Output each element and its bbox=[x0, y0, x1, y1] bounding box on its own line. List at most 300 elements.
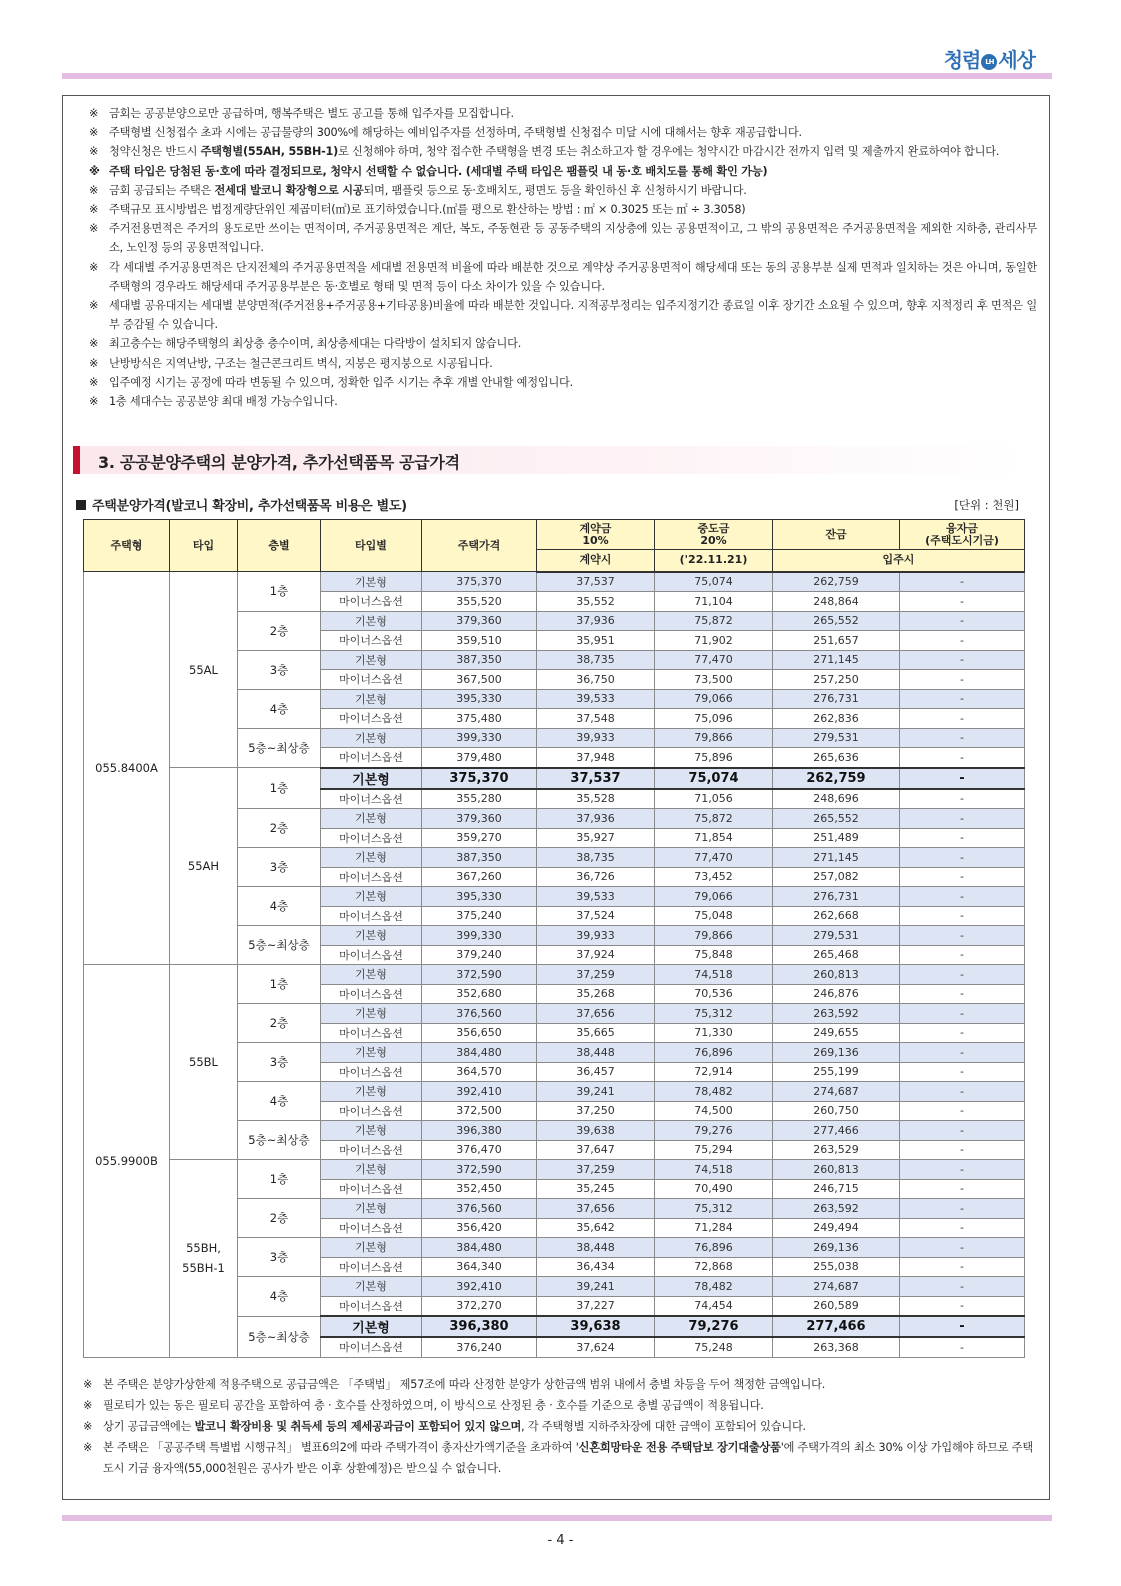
loan-cell: - bbox=[900, 1101, 1025, 1121]
balance-cell: 249,655 bbox=[773, 1023, 900, 1043]
contract-cell: 35,552 bbox=[537, 592, 655, 612]
price-cell: 375,370 bbox=[422, 768, 537, 789]
loan-cell: - bbox=[900, 848, 1025, 868]
contract-cell: 37,656 bbox=[537, 1004, 655, 1024]
contract-cell: 35,245 bbox=[537, 1179, 655, 1199]
balance-cell: 277,466 bbox=[773, 1316, 900, 1337]
floor-cell: 1층 bbox=[238, 1160, 321, 1199]
middle-cell: 75,312 bbox=[655, 1199, 773, 1219]
price-cell: 356,420 bbox=[422, 1218, 537, 1238]
middle-cell: 76,896 bbox=[655, 1043, 773, 1063]
balance-cell: 248,864 bbox=[773, 592, 900, 612]
middle-cell: 75,848 bbox=[655, 945, 773, 965]
top-notes-list bbox=[87, 104, 1037, 411]
floor-cell: 2층 bbox=[238, 1004, 321, 1043]
middle-cell: 73,452 bbox=[655, 867, 773, 887]
loan-cell: - bbox=[900, 1062, 1025, 1082]
type-detail-cell: 마이너스옵션 bbox=[321, 867, 422, 887]
price-cell: 395,330 bbox=[422, 887, 537, 907]
loan-cell: - bbox=[900, 1082, 1025, 1102]
loan-cell: - bbox=[900, 572, 1025, 592]
top-note-item bbox=[87, 200, 1037, 219]
type-detail-cell: 마이너스옵션 bbox=[321, 1101, 422, 1121]
contract-cell: 36,750 bbox=[537, 670, 655, 690]
floor-cell: 3층 bbox=[238, 1238, 321, 1277]
bottom-note-text: 상기 공급금액에는 bbox=[103, 1420, 195, 1433]
top-divider bbox=[62, 73, 1052, 79]
floor-cell: 4층 bbox=[238, 1082, 321, 1121]
table-row bbox=[84, 1160, 1025, 1180]
price-cell: 352,680 bbox=[422, 984, 537, 1004]
loan-cell: - bbox=[900, 945, 1025, 965]
middle-cell: 75,248 bbox=[655, 1337, 773, 1357]
house-type-cell: 055.8400A bbox=[84, 572, 170, 965]
contract-cell: 38,448 bbox=[537, 1043, 655, 1063]
contract-cell: 39,533 bbox=[537, 887, 655, 907]
floor-cell: 5층~최상층 bbox=[238, 728, 321, 768]
contract-cell: 39,638 bbox=[537, 1121, 655, 1141]
top-note-item bbox=[87, 296, 1037, 334]
loan-cell: - bbox=[900, 1121, 1025, 1141]
middle-cell: 75,074 bbox=[655, 768, 773, 789]
price-cell: 352,450 bbox=[422, 1179, 537, 1199]
price-cell: 376,560 bbox=[422, 1199, 537, 1219]
contract-cell: 37,537 bbox=[537, 572, 655, 592]
top-note-item bbox=[87, 123, 1037, 142]
balance-cell: 263,529 bbox=[773, 1140, 900, 1160]
type-detail-cell: 기본형 bbox=[321, 809, 422, 829]
header-type: 타입 bbox=[170, 520, 238, 572]
type-detail-cell: 마이너스옵션 bbox=[321, 1296, 422, 1316]
balance-cell: 262,668 bbox=[773, 906, 900, 926]
loan-cell: - bbox=[900, 1140, 1025, 1160]
contract-cell: 39,933 bbox=[537, 728, 655, 748]
balance-cell: 251,657 bbox=[773, 631, 900, 651]
contract-cell: 37,647 bbox=[537, 1140, 655, 1160]
type-detail-cell: 기본형 bbox=[321, 1238, 422, 1258]
balance-cell: 269,136 bbox=[773, 1238, 900, 1258]
balance-cell: 262,836 bbox=[773, 709, 900, 729]
top-note-text: 금회는 공공분양으로만 공급하며, 행복주택은 별도 공고를 통해 입주자를 모집합니다. bbox=[109, 107, 514, 120]
type-detail-cell: 기본형 bbox=[321, 926, 422, 946]
loan-cell: - bbox=[900, 1218, 1025, 1238]
table-row bbox=[84, 572, 1025, 592]
header-middle-when: ('22.11.21) bbox=[655, 550, 773, 572]
bottom-note-text: , 각 주택형별 지하주차장에 대한 금액이 포함되어 있습니다. bbox=[521, 1420, 806, 1433]
content-frame bbox=[62, 95, 1050, 1500]
loan-cell: - bbox=[900, 809, 1025, 829]
floor-cell: 3층 bbox=[238, 848, 321, 887]
loan-cell: - bbox=[900, 709, 1025, 729]
price-cell: 364,340 bbox=[422, 1257, 537, 1277]
floor-cell: 1층 bbox=[238, 572, 321, 612]
top-note-text: 1층 세대수는 공공분양 최대 배정 가능수입니다. bbox=[109, 395, 338, 409]
price-cell: 392,410 bbox=[422, 1277, 537, 1297]
bottom-note-emphasis: 발코니 확장비용 및 취득세 등의 제세공과금이 포함되어 있지 않으며 bbox=[194, 1420, 522, 1433]
loan-cell: - bbox=[900, 728, 1025, 748]
contract-cell: 38,735 bbox=[537, 848, 655, 868]
middle-cell: 79,866 bbox=[655, 728, 773, 748]
top-note-emphasis: 전세대 발코니 확장형으로 시공 bbox=[214, 183, 364, 197]
logo-text-b: 세상 bbox=[998, 48, 1035, 72]
middle-cell: 75,312 bbox=[655, 1004, 773, 1024]
type-detail-cell: 기본형 bbox=[321, 572, 422, 592]
balance-cell: 265,636 bbox=[773, 748, 900, 768]
contract-cell: 37,948 bbox=[537, 748, 655, 768]
price-cell: 379,360 bbox=[422, 809, 537, 829]
loan-cell: - bbox=[900, 867, 1025, 887]
floor-cell: 5층~최상층 bbox=[238, 1316, 321, 1357]
contract-cell: 38,448 bbox=[537, 1238, 655, 1258]
top-note-text: 세대별 공유대지는 세대별 분양면적(주거전용+주거공용+기타공용)비율에 따라 배분한 것입니다. 지적공부정리는 입주지정기간 종료일 이후 장기간 소요될 수 있으며, 향후 지적정리 후 면적은 일부 증감될 수 있습니다. bbox=[109, 299, 1037, 332]
price-cell: 376,560 bbox=[422, 1004, 537, 1024]
type-detail-cell: 기본형 bbox=[321, 768, 422, 789]
floor-cell: 1층 bbox=[238, 768, 321, 809]
middle-cell: 77,470 bbox=[655, 848, 773, 868]
contract-cell: 37,537 bbox=[537, 768, 655, 789]
top-note-item bbox=[87, 354, 1037, 373]
balance-cell: 279,531 bbox=[773, 728, 900, 748]
section-title-text: 3. 공공분양주택의 분양가격, 추가선택품목 공급가격 bbox=[98, 453, 460, 472]
price-table-body bbox=[84, 572, 1025, 1358]
middle-cell: 74,518 bbox=[655, 1160, 773, 1180]
loan-cell: - bbox=[900, 965, 1025, 985]
type-detail-cell: 기본형 bbox=[321, 1277, 422, 1297]
header-move-in: 입주시 bbox=[773, 550, 1025, 572]
balance-cell: 255,038 bbox=[773, 1257, 900, 1277]
type-detail-cell: 마이너스옵션 bbox=[321, 945, 422, 965]
balance-cell: 274,687 bbox=[773, 1277, 900, 1297]
type-detail-cell: 마이너스옵션 bbox=[321, 631, 422, 651]
loan-cell: - bbox=[900, 650, 1025, 670]
contract-cell: 38,735 bbox=[537, 650, 655, 670]
loan-cell: - bbox=[900, 670, 1025, 690]
balance-cell: 262,759 bbox=[773, 768, 900, 789]
top-note-item bbox=[87, 219, 1037, 257]
header-contract-pct: 10% bbox=[582, 533, 609, 547]
contract-cell: 37,524 bbox=[537, 906, 655, 926]
type-detail-cell: 기본형 bbox=[321, 650, 422, 670]
balance-cell: 255,199 bbox=[773, 1062, 900, 1082]
middle-cell: 78,482 bbox=[655, 1082, 773, 1102]
middle-cell: 71,902 bbox=[655, 631, 773, 651]
top-note-text: 각 세대별 주거공용면적은 단지전체의 주거공용면적을 세대별 전용면적 비율에 따라 배분한 것으로 계약상 주거공용면적이 해당세대 또는 동의 공용부분 실제 면적과 일치하는 것은 아니며, 동일한 주택형의 경우라도 해당세대 주거공용부분은 동·호별로 형태 및 면적 등이 다소 차이가 있을 수 있습니다. bbox=[109, 260, 1037, 293]
price-cell: 367,500 bbox=[422, 670, 537, 690]
top-note-emphasis: 주택형별(55AH, 55BH-1) bbox=[200, 145, 339, 159]
balance-cell: 257,250 bbox=[773, 670, 900, 690]
price-cell: 372,590 bbox=[422, 965, 537, 985]
balance-cell: 276,731 bbox=[773, 689, 900, 709]
header-loan bbox=[900, 520, 1025, 550]
type-detail-cell: 마이너스옵션 bbox=[321, 1140, 422, 1160]
middle-cell: 75,048 bbox=[655, 906, 773, 926]
loan-cell: - bbox=[900, 1179, 1025, 1199]
balance-cell: 274,687 bbox=[773, 1082, 900, 1102]
bottom-note-item bbox=[83, 1416, 1033, 1437]
contract-cell: 39,638 bbox=[537, 1316, 655, 1337]
middle-cell: 77,470 bbox=[655, 650, 773, 670]
bottom-note-text: 본 주택은 「공공주택 특별법 시행규칙」 별표6의2에 따라 주택가격이 총자산가액기준을 초과하여 ' bbox=[103, 1441, 579, 1454]
contract-cell: 36,434 bbox=[537, 1257, 655, 1277]
price-cell: 379,360 bbox=[422, 611, 537, 631]
price-cell: 376,240 bbox=[422, 1337, 537, 1357]
section-title bbox=[73, 446, 1028, 474]
balance-cell: 263,368 bbox=[773, 1337, 900, 1357]
loan-cell: - bbox=[900, 1316, 1025, 1337]
price-cell: 372,270 bbox=[422, 1296, 537, 1316]
type-detail-cell: 기본형 bbox=[321, 689, 422, 709]
top-note-text: 되며, 팸플릿 등으로 동·호배치도, 평면도 등을 확인하신 후 신청하시기 바랍니다. bbox=[363, 183, 747, 197]
header-middle bbox=[655, 520, 773, 550]
type-detail-cell: 기본형 bbox=[321, 728, 422, 748]
price-cell: 375,480 bbox=[422, 709, 537, 729]
type-detail-cell: 마이너스옵션 bbox=[321, 789, 422, 809]
floor-cell: 4층 bbox=[238, 887, 321, 926]
balance-cell: 257,082 bbox=[773, 867, 900, 887]
price-cell: 379,480 bbox=[422, 748, 537, 768]
balance-cell: 265,552 bbox=[773, 611, 900, 631]
bottom-note-emphasis: 신혼희망타운 전용 주택담보 장기대출상품 bbox=[578, 1441, 781, 1454]
price-cell: 399,330 bbox=[422, 728, 537, 748]
balance-cell: 263,592 bbox=[773, 1004, 900, 1024]
loan-cell: - bbox=[900, 1257, 1025, 1277]
loan-cell: - bbox=[900, 887, 1025, 907]
contract-cell: 37,656 bbox=[537, 1199, 655, 1219]
table-row bbox=[84, 965, 1025, 985]
logo-text-a: 청렴 bbox=[943, 48, 981, 72]
header-loan-sub: (주택도시기금) bbox=[925, 533, 999, 547]
top-note-text: 최고층수는 해당주택형의 최상층 층수이며, 최상층세대는 다락방이 설치되지 않습니다. bbox=[109, 337, 522, 351]
table-title bbox=[76, 495, 407, 514]
bottom-note-text: '에 주택가격의 최소 30% 이상 가입해야 하므로 주택도시 기금 융자액(55,000천원은 공사가 받은 이후 상환예정)은 받으실 수 없습니다. bbox=[103, 1441, 1034, 1475]
loan-cell: - bbox=[900, 689, 1025, 709]
middle-cell: 71,104 bbox=[655, 592, 773, 612]
contract-cell: 37,250 bbox=[537, 1101, 655, 1121]
price-cell: 375,370 bbox=[422, 572, 537, 592]
type-detail-cell: 마이너스옵션 bbox=[321, 709, 422, 729]
price-cell: 395,330 bbox=[422, 689, 537, 709]
loan-cell: - bbox=[900, 768, 1025, 789]
top-note-text: 주택 타입은 당첨된 동·호에 따라 결정되므로, 청약시 선택할 수 없습니다. (세대별 주택 타입은 팸플릿 내 동·호 배치도를 통해 확인 가능) bbox=[109, 164, 768, 178]
price-cell: 372,500 bbox=[422, 1101, 537, 1121]
balance-cell: 279,531 bbox=[773, 926, 900, 946]
floor-cell: 4층 bbox=[238, 1277, 321, 1317]
middle-cell: 79,276 bbox=[655, 1316, 773, 1337]
loan-cell: - bbox=[900, 789, 1025, 809]
contract-cell: 39,241 bbox=[537, 1082, 655, 1102]
middle-cell: 75,074 bbox=[655, 572, 773, 592]
contract-cell: 36,457 bbox=[537, 1062, 655, 1082]
type-detail-cell: 기본형 bbox=[321, 611, 422, 631]
header-contract-when: 계약시 bbox=[537, 550, 655, 572]
middle-cell: 74,500 bbox=[655, 1101, 773, 1121]
floor-cell: 5층~최상층 bbox=[238, 926, 321, 965]
balance-cell: 265,468 bbox=[773, 945, 900, 965]
header-floor: 층별 bbox=[238, 520, 321, 572]
loan-cell: - bbox=[900, 611, 1025, 631]
price-cell: 355,520 bbox=[422, 592, 537, 612]
type-detail-cell: 마이너스옵션 bbox=[321, 592, 422, 612]
loan-cell: - bbox=[900, 748, 1025, 768]
loan-cell: - bbox=[900, 1337, 1025, 1357]
middle-cell: 73,500 bbox=[655, 670, 773, 690]
middle-cell: 70,536 bbox=[655, 984, 773, 1004]
type-cell: 55BH, 55BH-1 bbox=[170, 1160, 238, 1358]
table-title-text: 주택분양가격(발코니 확장비, 추가선택품목 비용은 별도) bbox=[92, 499, 407, 514]
header-contract-label: 계약금 bbox=[579, 521, 612, 535]
balance-cell: 249,494 bbox=[773, 1218, 900, 1238]
contract-cell: 39,933 bbox=[537, 926, 655, 946]
balance-cell: 265,552 bbox=[773, 809, 900, 829]
contract-cell: 35,642 bbox=[537, 1218, 655, 1238]
header-balance: 잔금 bbox=[773, 520, 900, 550]
loan-cell: - bbox=[900, 1160, 1025, 1180]
contract-cell: 37,936 bbox=[537, 611, 655, 631]
top-note-item bbox=[87, 104, 1037, 123]
type-detail-cell: 기본형 bbox=[321, 1199, 422, 1219]
loan-cell: - bbox=[900, 828, 1025, 848]
price-cell: 396,380 bbox=[422, 1121, 537, 1141]
loan-cell: - bbox=[900, 1004, 1025, 1024]
middle-cell: 74,518 bbox=[655, 965, 773, 985]
top-note-item bbox=[87, 334, 1037, 353]
top-note-text: 주거전용면적은 주거의 용도로만 쓰이는 면적이며, 주거공용면적은 계단, 복도, 주동현관 등 공동주택의 지상층에 있는 공용면적이고, 그 밖의 공용면적은 주거공용면적을 제외한 지하층, 관리사무소, 노인정 등의 공용면적입니다. bbox=[109, 222, 1037, 255]
middle-cell: 71,284 bbox=[655, 1218, 773, 1238]
top-note-text: 주택형별 신청접수 초과 시에는 공급물량의 300%에 해당하는 예비입주자를 선정하며, 주택형별 신청접수 미달 시에 대해서는 향후 재공급합니다. bbox=[109, 126, 802, 140]
middle-cell: 76,896 bbox=[655, 1238, 773, 1258]
balance-cell: 248,696 bbox=[773, 789, 900, 809]
middle-cell: 79,866 bbox=[655, 926, 773, 946]
top-note-item bbox=[87, 258, 1037, 296]
floor-cell: 2층 bbox=[238, 809, 321, 848]
price-cell: 387,350 bbox=[422, 650, 537, 670]
middle-cell: 79,066 bbox=[655, 689, 773, 709]
type-detail-cell: 마이너스옵션 bbox=[321, 1337, 422, 1357]
loan-cell: - bbox=[900, 984, 1025, 1004]
type-cell: 55AH bbox=[170, 768, 238, 965]
middle-cell: 75,096 bbox=[655, 709, 773, 729]
type-detail-cell: 마이너스옵션 bbox=[321, 1257, 422, 1277]
bottom-note-item bbox=[83, 1437, 1033, 1479]
top-note-item bbox=[87, 373, 1037, 392]
floor-cell: 5층~최상층 bbox=[238, 1121, 321, 1160]
balance-cell: 260,813 bbox=[773, 1160, 900, 1180]
top-note-text: 청약신청은 반드시 bbox=[109, 145, 201, 159]
balance-cell: 277,466 bbox=[773, 1121, 900, 1141]
balance-cell: 263,592 bbox=[773, 1199, 900, 1219]
top-note-text: 입주예정 시기는 공정에 따라 변동될 수 있으며, 정확한 입주 시기는 추후 개별 안내할 예정입니다. bbox=[109, 375, 574, 389]
price-cell: 399,330 bbox=[422, 926, 537, 946]
bottom-note-item bbox=[83, 1374, 1033, 1395]
type-detail-cell: 기본형 bbox=[321, 1316, 422, 1337]
loan-cell: - bbox=[900, 926, 1025, 946]
top-note-text: 로 신청해야 하며, 청약 접수한 주택형을 변경 또는 취소하고자 할 경우에는 청약시간 마감시간 전까지 입력 및 제출까지 완료하여야 합니다. bbox=[338, 145, 1000, 159]
price-cell: 384,480 bbox=[422, 1238, 537, 1258]
type-detail-cell: 마이너스옵션 bbox=[321, 1023, 422, 1043]
loan-cell: - bbox=[900, 1023, 1025, 1043]
middle-cell: 74,454 bbox=[655, 1296, 773, 1316]
header-contract bbox=[537, 520, 655, 550]
contract-cell: 35,528 bbox=[537, 789, 655, 809]
bottom-notes-list bbox=[83, 1374, 1033, 1479]
type-detail-cell: 마이너스옵션 bbox=[321, 984, 422, 1004]
balance-cell: 262,759 bbox=[773, 572, 900, 592]
section-title-bar bbox=[73, 446, 80, 474]
balance-cell: 246,715 bbox=[773, 1179, 900, 1199]
page-number: - 4 - bbox=[547, 1533, 574, 1548]
header-loan-label: 융자금 bbox=[946, 521, 978, 535]
price-cell: 356,650 bbox=[422, 1023, 537, 1043]
balance-cell: 271,145 bbox=[773, 650, 900, 670]
unit-label: [단위 : 천원] bbox=[954, 498, 1019, 512]
price-cell: 359,270 bbox=[422, 828, 537, 848]
price-cell: 364,570 bbox=[422, 1062, 537, 1082]
balance-cell: 260,750 bbox=[773, 1101, 900, 1121]
loan-cell: - bbox=[900, 592, 1025, 612]
top-note-item bbox=[87, 162, 1037, 181]
middle-cell: 72,868 bbox=[655, 1257, 773, 1277]
loan-cell: - bbox=[900, 1296, 1025, 1316]
middle-cell: 71,854 bbox=[655, 828, 773, 848]
logo-mark-icon: LH bbox=[981, 54, 997, 70]
bottom-divider bbox=[62, 1515, 1052, 1521]
loan-cell: - bbox=[900, 1199, 1025, 1219]
contract-cell: 37,259 bbox=[537, 965, 655, 985]
table-row bbox=[84, 768, 1025, 789]
middle-cell: 78,482 bbox=[655, 1277, 773, 1297]
floor-cell: 3층 bbox=[238, 1043, 321, 1082]
type-detail-cell: 기본형 bbox=[321, 1043, 422, 1063]
middle-cell: 79,276 bbox=[655, 1121, 773, 1141]
price-cell: 387,350 bbox=[422, 848, 537, 868]
loan-cell: - bbox=[900, 1277, 1025, 1297]
header-middle-pct: 20% bbox=[700, 533, 727, 547]
top-note-item bbox=[87, 142, 1037, 161]
price-cell: 359,510 bbox=[422, 631, 537, 651]
price-cell: 384,480 bbox=[422, 1043, 537, 1063]
middle-cell: 71,330 bbox=[655, 1023, 773, 1043]
contract-cell: 35,665 bbox=[537, 1023, 655, 1043]
header-price: 주택가격 bbox=[422, 520, 537, 572]
type-detail-cell: 기본형 bbox=[321, 1082, 422, 1102]
contract-cell: 37,624 bbox=[537, 1337, 655, 1357]
floor-cell: 1층 bbox=[238, 965, 321, 1004]
type-detail-cell: 마이너스옵션 bbox=[321, 906, 422, 926]
contract-cell: 39,533 bbox=[537, 689, 655, 709]
contract-cell: 35,951 bbox=[537, 631, 655, 651]
type-detail-cell: 기본형 bbox=[321, 887, 422, 907]
loan-cell: - bbox=[900, 1238, 1025, 1258]
logo bbox=[944, 44, 1035, 73]
balance-cell: 276,731 bbox=[773, 887, 900, 907]
middle-cell: 75,872 bbox=[655, 809, 773, 829]
loan-cell: - bbox=[900, 1043, 1025, 1063]
header-house-type: 주택형 bbox=[84, 520, 170, 572]
bottom-note-text: 본 주택은 분양가상한제 적용주택으로 공급금액은 「주택법」 제57조에 따라 산정한 분양가 상한금액 범위 내에서 층별 차등을 두어 책정한 금액입니다. bbox=[103, 1378, 826, 1391]
type-detail-cell: 마이너스옵션 bbox=[321, 1062, 422, 1082]
top-note-text: 금회 공급되는 주택은 bbox=[109, 183, 215, 197]
price-cell: 376,470 bbox=[422, 1140, 537, 1160]
type-detail-cell: 기본형 bbox=[321, 1004, 422, 1024]
type-detail-cell: 기본형 bbox=[321, 1121, 422, 1141]
header-type-detail: 타입별 bbox=[321, 520, 422, 572]
type-detail-cell: 마이너스옵션 bbox=[321, 828, 422, 848]
house-type-cell: 055.9900B bbox=[84, 965, 170, 1358]
type-detail-cell: 마이너스옵션 bbox=[321, 670, 422, 690]
loan-cell: - bbox=[900, 906, 1025, 926]
balance-cell: 246,876 bbox=[773, 984, 900, 1004]
contract-cell: 35,268 bbox=[537, 984, 655, 1004]
